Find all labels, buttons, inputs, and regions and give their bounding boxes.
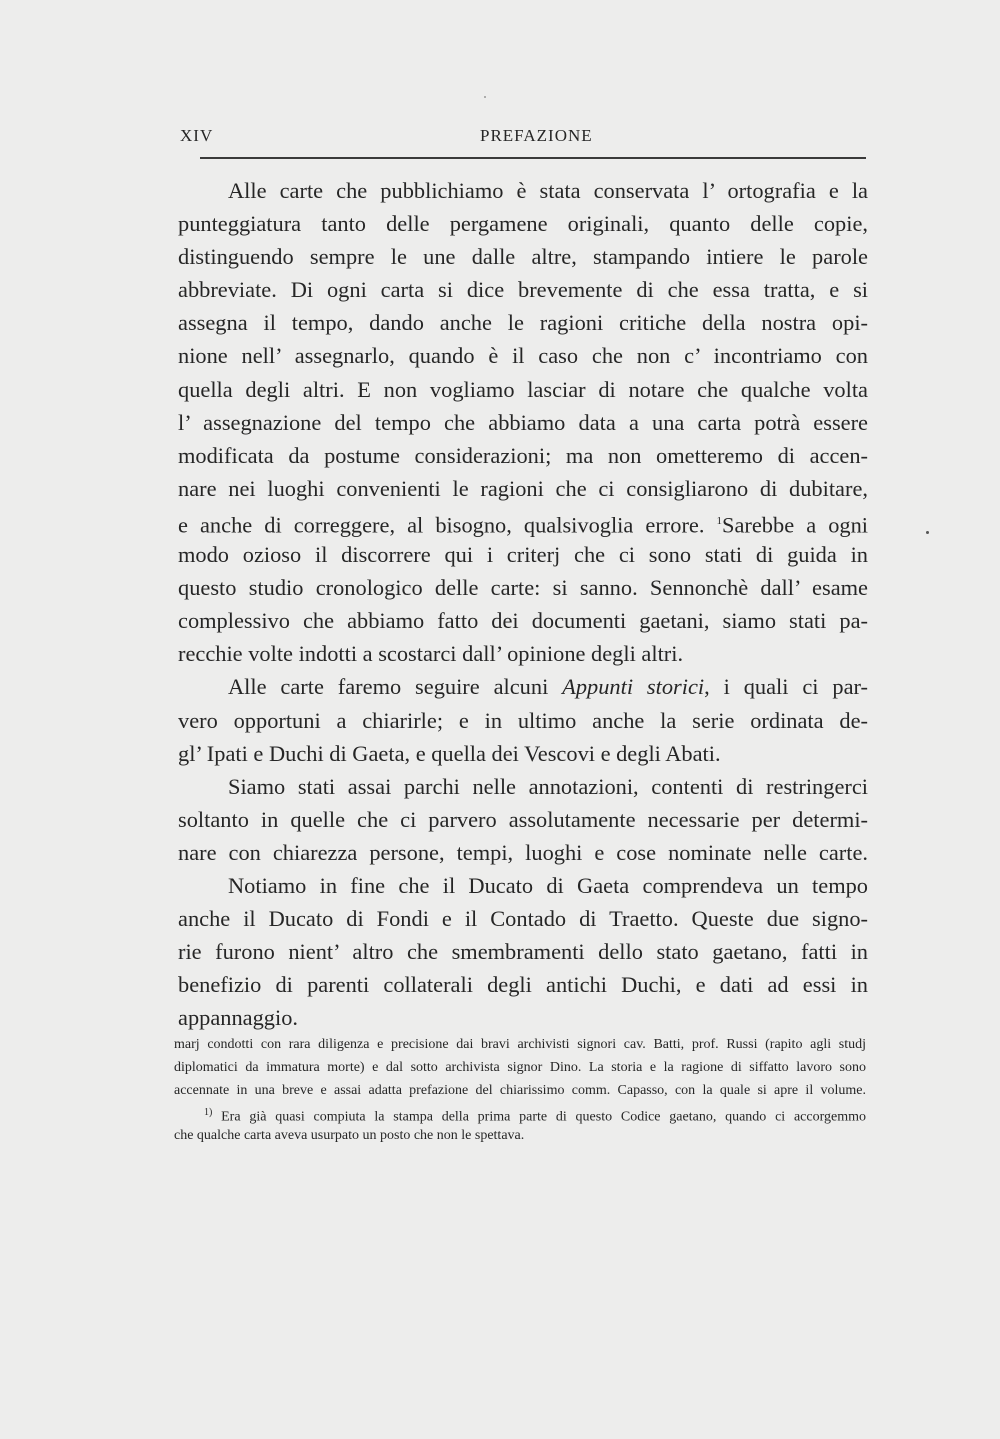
- text-line: l’ assegnazione del tempo che abbiamo data a una carta potrà essere: [178, 409, 868, 435]
- text-segment: , i quali ci par-: [704, 674, 868, 700]
- text-line: modificata da postume considerazioni; ma non ometteremo di accen-: [178, 442, 868, 468]
- paper-speck: [484, 96, 486, 98]
- text-line: benefizio di parenti collaterali degli antichi Duchi, e dati ad essi in: [178, 972, 868, 998]
- text-line: recchie volte indotti a scostarci dall’ opinione degli altri.: [178, 641, 684, 667]
- text-line-with-italic: [178, 670, 868, 703]
- text-line: appannaggio.: [178, 1005, 298, 1031]
- text-line: soltanto in quelle che ci parvero assolutamente necessarie per determi-: [178, 806, 868, 832]
- text-segment: e anche di correggere, al bisogno, qualsivoglia errore.: [178, 512, 705, 538]
- body-text: [178, 174, 868, 1034]
- text-line: quella degli altri. E non vogliamo lasciar di notare che qualche volta: [178, 376, 868, 402]
- footnote-line: [174, 1102, 866, 1125]
- text-line: Notiamo in fine che il Ducato di Gaeta comprendeva un tempo: [228, 872, 868, 898]
- footnote-text: Era già quasi compiuta la stampa della prima parte di questo Codice gaetano, quando ci accorgemmo: [221, 1110, 866, 1126]
- page-header: [180, 126, 866, 156]
- footnote-line: che qualche carta aveva usurpato un posto che non le spettava.: [174, 1128, 525, 1144]
- text-line: anche il Ducato di Fondi e il Contado di Traetto. Queste due signo-: [178, 906, 868, 932]
- footnote-line: diplomatici da immatura morte) e dal sotto archivista signor Dino. La storia e la ragione di siffatto lavoro sono: [174, 1059, 866, 1075]
- paper-speck: [926, 531, 929, 534]
- text-line: complessivo che abbiamo fatto dei documenti gaetani, siamo stati pa-: [178, 608, 868, 634]
- text-line: abbreviate. Di ogni carta si dice brevemente di che essa tratta, e si: [178, 277, 868, 303]
- footnote-line: accennate in una breve e assai adatta prefazione del chiarissimo comm. Capasso, con la quale si apre il volume.: [174, 1082, 866, 1098]
- text-line: assegna il tempo, dando anche le ragioni critiche della nostra opi-: [178, 310, 868, 336]
- text-segment: Sarebbe a ogni: [722, 512, 868, 538]
- page-number: XIV: [180, 126, 214, 145]
- text-line: Alle carte che pubblichiamo è stata conservata l’ ortografia e la: [228, 178, 868, 203]
- text-line: nione nell’ assegnarlo, quando è il caso che non c’ incontriamo con: [178, 343, 868, 369]
- italic-title: Appunti storici: [562, 674, 705, 700]
- text-line: distinguendo sempre le une dalle altre, stampando intiere le parole: [178, 244, 868, 270]
- footnotes: [174, 1034, 866, 1148]
- text-segment: Alle carte faremo seguire alcuni: [228, 674, 563, 700]
- footnote-reference: 1: [716, 514, 723, 527]
- running-head: PREFAZIONE: [480, 126, 593, 145]
- footnote-marker: 1): [204, 1107, 213, 1119]
- text-line: modo ozioso il discorrere qui i criterj che ci sono stati di guida in: [178, 542, 868, 568]
- text-line: vero opportuni a chiarirle; e in ultimo anche la serie ordinata de-: [178, 707, 868, 733]
- text-line: Siamo stati assai parchi nelle annotazioni, contenti di restringerci: [228, 773, 868, 799]
- text-line: questo studio cronologico delle carte: si sanno. Sennonchè dall’ esame: [178, 575, 868, 601]
- text-line: gl’ Ipati e Duchi di Gaeta, e quella dei Vescovi e degli Abati.: [178, 740, 721, 766]
- text-line: rie furono nient’ altro che smembramenti dello stato gaetano, fatti in: [178, 939, 868, 965]
- text-line-with-footnote: [178, 505, 868, 538]
- text-line: nare nei luoghi convenienti le ragioni che ci consigliarono di dubitare,: [178, 475, 868, 501]
- header-rule: [200, 157, 866, 159]
- footnote-line: marj condotti con rara diligenza e precisione dai bravi archivisti signori cav. Batti, prof. Russi (rapito agli studj: [174, 1037, 866, 1052]
- text-line: punteggiatura tanto delle pergamene originali, quanto delle copie,: [178, 211, 868, 237]
- text-line: nare con chiarezza persone, tempi, luoghi e cose nominate nelle carte.: [178, 839, 868, 865]
